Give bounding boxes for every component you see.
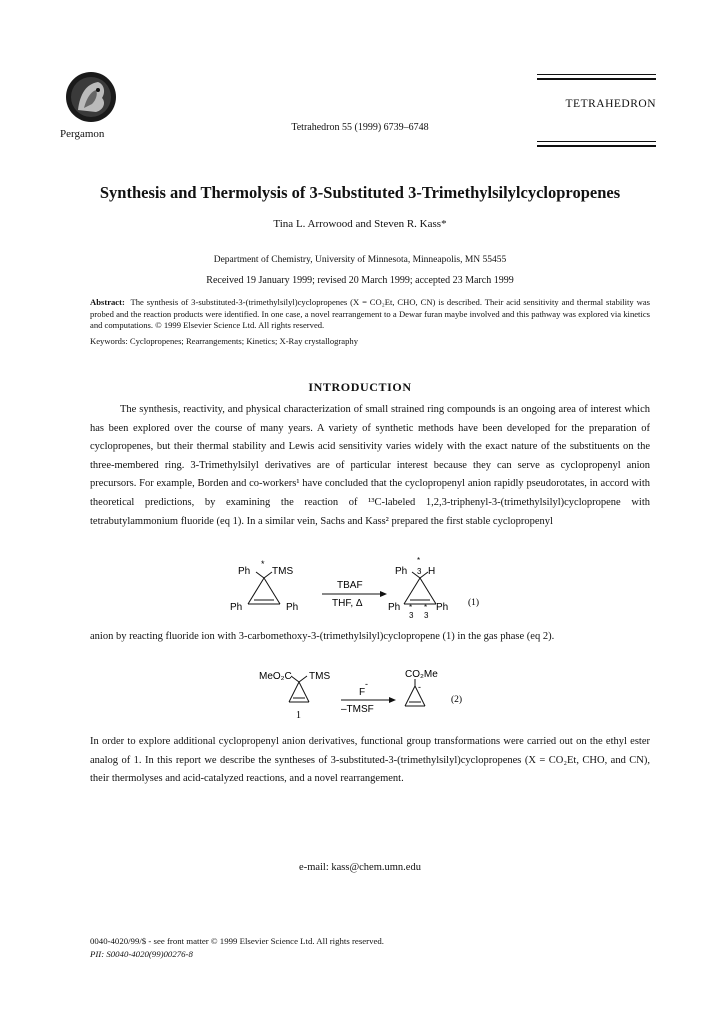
- equation-number: (1): [468, 598, 480, 608]
- equation-1: [230, 556, 540, 635]
- abstract: [90, 297, 650, 332]
- eq2-product-charge: -: [418, 682, 421, 692]
- corresponding-email: e-mail: kass@chem.umn.edu: [299, 862, 421, 873]
- eq1-label-mark: *: [417, 556, 421, 565]
- eq2-product-top: CO₂Me: [405, 669, 438, 680]
- article-authors: Tina L. Arrowood and Steven R. Kass*: [273, 218, 447, 230]
- product-ring: [405, 679, 425, 706]
- header-rule: [537, 145, 656, 147]
- eq1-product-top-label: 3: [417, 567, 422, 576]
- eq1-reactant-bottom-left: Ph: [230, 602, 243, 613]
- eq1-product-top-right: H: [428, 566, 436, 577]
- eq1-reactant-top-right: TMS: [272, 566, 294, 577]
- journal-name: TETRAHEDRON: [565, 98, 656, 110]
- header-rule: [537, 74, 656, 75]
- eq1-label-mark: *: [261, 559, 265, 569]
- eq1-product-bottom-right: Ph: [436, 602, 449, 613]
- article-title: Synthesis and Thermolysis of 3-Substituted 3-Trimethylsilylcyclopropenes: [99, 183, 621, 202]
- body-paragraph: In order to explore additional cyclopropenyl anion derivatives, functional group transformations were carried out on the ethyl ester analog of 1. In this report we describe the syntheses of 3-substituted-3-(trimethylsilyl)cyclopropenes (X = CO₂Et, CHO, and CN), their thermolyses and acid-catalyzed reactions, and a novel rearrangement.: [90, 736, 650, 785]
- compound-number: 1: [296, 710, 301, 721]
- arrowhead: [389, 697, 396, 703]
- keywords: Keywords: Cyclopropenes; Rearrangements; Kinetics; X-Ray crystallography: [90, 336, 359, 346]
- body-paragraph: The synthesis, reactivity, and physical characterization of small strained ring compounds is an ongoing area of interest which has been explored over the course of many years. A variety of synthetic methods have been developed for the preparation of cyclopropenes, but their thermal stability and Lewis acid sensitivity varies widely with the exact nature of the substituents on the three-membered ring. 3-Trimethylsilyl derivatives are of particular interest because they can serve as cyclopropenyl anion precursors. For example, Borden and co-workers¹ have concluded that the cyclopropenyl anion rapidly pseudorotates, in accord with theoretical predictions, by examining the reaction of ¹³C-labeled 1,2,3-triphenyl-3-(trimethylsilyl)cyclopropene with tetrabutylammonium fluoride (eq 1). In a similar vein, Sachs and Kass² prepared the first stable cyclopropenyl: [90, 404, 650, 527]
- publisher-name: Pergamon: [60, 128, 105, 140]
- eq1-label-mark: *: [409, 603, 413, 612]
- equation-2: [255, 668, 475, 735]
- eq1-reagent-below: THF, Δ: [332, 598, 363, 609]
- eq1-product-top-left: Ph: [395, 566, 408, 577]
- eq1-label-mark: *: [424, 603, 428, 612]
- eq2-reagent-below: –TMSF: [341, 704, 374, 715]
- eq1-product-bottom-label-1: 3: [409, 611, 414, 620]
- eq1-product-bottom-label-2: 3: [424, 611, 429, 620]
- footer: [90, 935, 384, 961]
- header-rule: [537, 78, 656, 80]
- eq2-reactant-left: MeO₂C: [259, 671, 292, 682]
- eq1-product-bottom-left: Ph: [388, 602, 401, 613]
- header-rule: [537, 141, 656, 142]
- footer-pii: PII: S0040-4020(99)00276-8: [90, 949, 193, 959]
- eq1-reactant-top-left: Ph: [238, 566, 251, 577]
- author-affiliation: Department of Chemistry, University of Minnesota, Minneapolis, MN 55455: [213, 255, 507, 265]
- abstract-label: Abstract:: [90, 297, 125, 307]
- eq2-reactant-right: TMS: [309, 671, 331, 682]
- equation-number: (2): [451, 695, 463, 705]
- section-heading: INTRODUCTION: [308, 380, 412, 394]
- body-paragraph: anion by reacting fluoride ion with 3-carbomethoxy-3-(trimethylsilyl)cyclopropene (1) in the gas phase (eq 2).: [90, 631, 555, 642]
- eq1-reagent-above: TBAF: [337, 580, 363, 591]
- journal-citation: Tetrahedron 55 (1999) 6739–6748: [291, 122, 429, 133]
- reactant-ring: [289, 676, 309, 702]
- footer-copyright: 0040-4020/99/$ - see front matter © 1999 Elsevier Science Ltd. All rights reserved.: [90, 936, 384, 946]
- article-dates: Received 19 January 1999; revised 20 March 1999; accepted 23 March 1999: [206, 275, 514, 286]
- eq1-reactant-bottom-right: Ph: [286, 602, 299, 613]
- abstract-text: The synthesis of 3-substituted-3-(trimethylsilyl)cyclopropenes (X = CO₂Et, CHO, CN) is described. Their acid sensitivity and thermal stability was probed and the reaction products were identified. In one case, a novel rearrangement to a Dewar furan maybe involved and this pathway was explored via kinetics and computations. © 1999 Elsevier Science Ltd. All rights reserved.: [90, 297, 650, 330]
- arrowhead: [380, 591, 387, 597]
- eq2-reagent-charge: -: [365, 679, 368, 689]
- eq2-reagent-above: F: [359, 687, 366, 698]
